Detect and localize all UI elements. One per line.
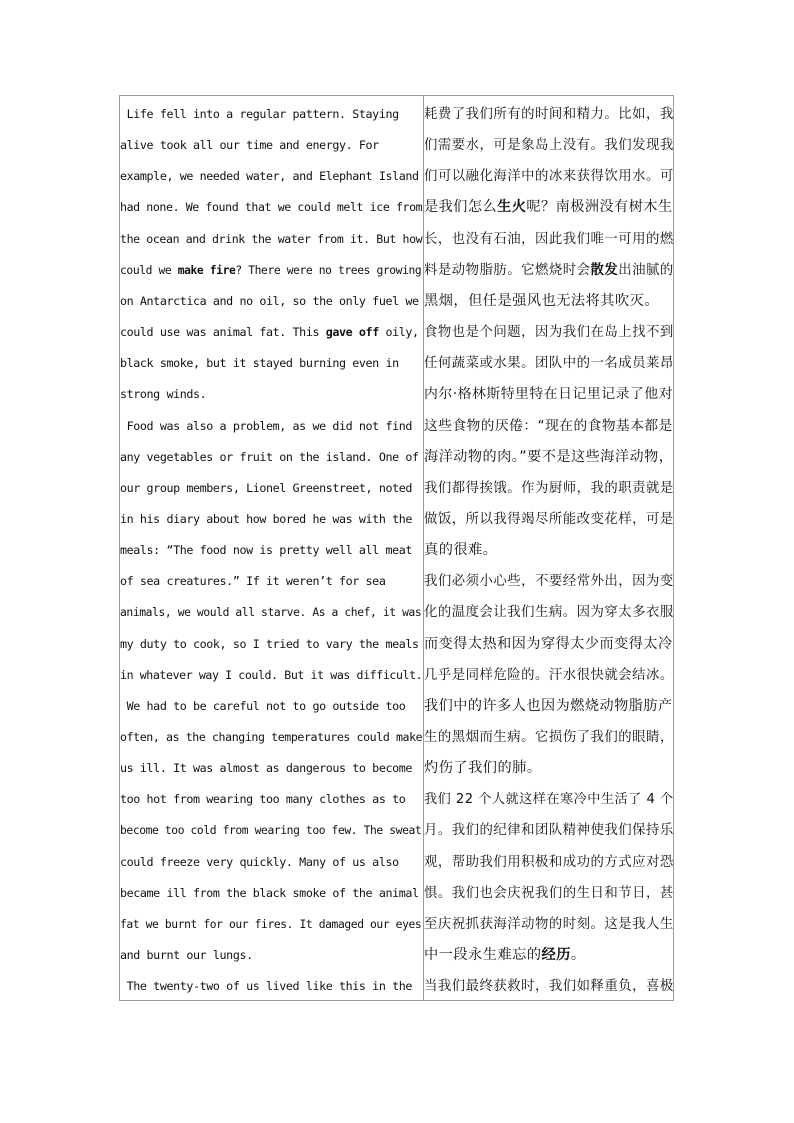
text-run: 我们必须小心些，不要经常外出，因为变 (424, 574, 674, 590)
chinese-line (424, 691, 673, 722)
english-line (120, 566, 385, 597)
bold-term: 生火 (497, 199, 527, 216)
english-line (120, 691, 405, 722)
english-line (120, 504, 412, 535)
english-line (120, 473, 412, 504)
english-line (120, 722, 422, 753)
bold-term: 经历 (541, 947, 571, 964)
english-line (120, 130, 379, 161)
chinese-line (424, 566, 674, 597)
english-line (120, 192, 422, 223)
text-run: and burnt our lungs. (120, 948, 253, 963)
text-run: become too cold from wearing too few. The sweat (120, 823, 422, 838)
english-line (120, 379, 206, 410)
text-run: Life fell into a regular pattern. Staying (120, 107, 399, 121)
text-run: became ill from the black smoke of the animal (120, 885, 419, 900)
text-run: 们需要水，可是象岛上没有。我们发现我 (424, 138, 674, 154)
text-run: alive took all our time and energy. For (120, 138, 379, 153)
chinese-line (424, 815, 674, 846)
text-run: often, as the changing temperatures could make (120, 730, 423, 744)
text-run: 当我们最终获救时，我们如释重负，喜极 (424, 979, 674, 995)
chinese-line (424, 99, 674, 130)
english-line (120, 847, 399, 878)
text-run: 化的温度会让我们生病。因为穿太多衣服 (424, 605, 674, 621)
chinese-line (424, 940, 586, 971)
english-line (120, 815, 421, 846)
text-run: 几乎是同样危险的。汗水很快就会结冰。 (424, 667, 674, 683)
text-run: 是我们怎么 (424, 199, 498, 216)
text-run: could freeze very quickly. Many of us also (120, 854, 399, 869)
english-line (120, 971, 412, 1002)
chinese-line (424, 317, 674, 348)
english-line (120, 940, 253, 971)
text-run: 我们都得挨饿。作为厨师，我的职责就是 (424, 480, 674, 496)
english-line (120, 753, 412, 784)
text-run: any vegetables or fruit on the island. One of (120, 449, 419, 464)
text-run: 灼伤了我们的肺。 (424, 760, 542, 777)
text-run: 。 (570, 947, 586, 964)
chinese-line (424, 722, 674, 753)
text-run: 呢？南极洲没有树木生 (526, 199, 673, 216)
text-run: on Antarctica and no oil, so the only fuel we (120, 293, 419, 308)
text-run: The twenty-two of us lived like this in the (120, 979, 413, 994)
english-line (120, 909, 421, 940)
text-run: the ocean and drink the water from it. But how (120, 231, 423, 246)
english-line (120, 629, 419, 660)
english-line (120, 161, 419, 192)
chinese-line (424, 379, 673, 410)
text-run: 我们中的许多人也因为燃烧动物脂肪产 (424, 697, 673, 714)
chinese-line (424, 473, 674, 504)
text-run: of sea creatures.” If it weren’t for sea (120, 574, 386, 589)
text-run: 内尔·格林斯特里特在日记里记录了他对 (424, 386, 674, 403)
text-run: ? There were no trees growing (235, 262, 422, 277)
text-run: 这些食物的厌倦：“现在的食物基本都是 (424, 417, 673, 434)
text-run: our group members, Lionel Greenstreet, noted (120, 480, 413, 495)
text-run: could we (120, 262, 178, 277)
text-run: 真的很难。 (424, 542, 498, 559)
chinese-line (424, 255, 674, 286)
text-run: in whatever way I could. But it was difficult. (120, 667, 423, 682)
text-run: 长，也没有石油，因此我们唯一可用的燃 (424, 231, 674, 247)
chinese-line (424, 286, 659, 317)
text-run: black smoke, but it stayed burning even in (120, 356, 399, 371)
chinese-line (424, 504, 674, 535)
text-run: 我们 22 个人就这样在寒冷中生活了 4 个 (424, 792, 674, 808)
text-run: had none. We found that we could melt ice from (120, 200, 423, 215)
english-line (120, 660, 422, 691)
chinese-line (424, 161, 674, 192)
text-run: 做饭，所以我得竭尽所能改变花样，可是 (424, 511, 674, 527)
text-run: strong winds. (120, 387, 207, 402)
english-line (120, 535, 412, 566)
english-line (120, 255, 421, 286)
text-run: oily, (378, 325, 419, 340)
text-run: my duty to cook, so I tried to vary the meals (120, 636, 419, 651)
chinese-line (424, 878, 674, 909)
english-line (120, 411, 412, 442)
text-run: 料是动物脂肪。它燃烧时会 (424, 262, 591, 278)
chinese-line (424, 224, 674, 255)
english-line (120, 317, 419, 348)
text-run: 食物也是个问题，因为我们在岛上找不到 (424, 325, 674, 341)
text-run: 观，帮助我们用积极和成功的方式应对恐 (424, 854, 674, 870)
text-run: 惧。我们也会庆祝我们的生日和节日，甚 (424, 885, 674, 901)
text-run: 至庆祝抓获海洋动物的时刻。这是我人生 (424, 916, 674, 932)
chinese-line (424, 442, 673, 473)
text-run: 而变得太热和因为穿得太少而变得太冷 (424, 635, 673, 652)
text-run: 月。我们的纪律和团队精神使我们保持乐 (424, 823, 674, 839)
text-run: fat we burnt for our fires. It damaged our eyes (120, 916, 422, 931)
english-line (120, 348, 399, 379)
chinese-line (424, 192, 673, 223)
text-run: example, we needed water, and Elephant Island (120, 169, 419, 184)
bold-term: 散发 (590, 262, 619, 278)
text-run: animals, we would all starve. As a chef, it was (120, 605, 422, 620)
chinese-line (424, 847, 674, 878)
english-line (120, 597, 421, 628)
english-line (120, 99, 399, 130)
text-run: 海洋动物的肉。”要不是这些海洋动物， (424, 448, 674, 465)
chinese-line (424, 597, 674, 628)
bilingual-text-table (119, 95, 674, 1001)
text-run: meals: “The food now is pretty well all meat (120, 543, 413, 558)
chinese-line (424, 130, 674, 161)
text-run: We had to be careful not to go outside too (120, 698, 406, 713)
text-run: 生的黑烟而生病。它损伤了我们的眼睛， (424, 730, 674, 745)
chinese-line (424, 629, 673, 660)
english-line (120, 286, 419, 317)
chinese-line (424, 784, 674, 815)
bold-term: gave off (325, 325, 379, 340)
text-run: Food was also a problem, as we did not find (120, 418, 413, 433)
chinese-line (424, 971, 674, 1002)
text-run: 耗费了我们所有的时间和精力。比如，我 (424, 107, 674, 122)
english-line (120, 224, 422, 255)
chinese-line (424, 753, 542, 784)
text-run: us ill. It was almost as dangerous to become (120, 761, 413, 776)
chinese-line (424, 535, 497, 566)
english-line (120, 784, 405, 815)
english-line (120, 878, 419, 909)
text-run: 任何蔬菜或水果。团队中的一名成员莱昂 (424, 356, 674, 372)
text-run: 黑烟，但任是强风也无法将其吹灭。 (424, 292, 660, 309)
chinese-line (424, 348, 674, 379)
text-run: in his diary about how bored he was with the (120, 511, 413, 526)
text-run: 中一段永生难忘的 (424, 947, 542, 964)
text-run: too hot from wearing too many clothes as to (120, 792, 406, 807)
chinese-line (424, 411, 673, 442)
bold-term: make fire (177, 262, 236, 277)
english-line (120, 442, 419, 473)
chinese-line (424, 660, 674, 691)
chinese-line (424, 909, 674, 940)
text-run: 们可以融化海洋中的冰来获得饮用水。可 (424, 169, 674, 185)
text-run: could use was animal fat. This (120, 325, 326, 340)
text-run: 出油腻的 (618, 262, 674, 278)
